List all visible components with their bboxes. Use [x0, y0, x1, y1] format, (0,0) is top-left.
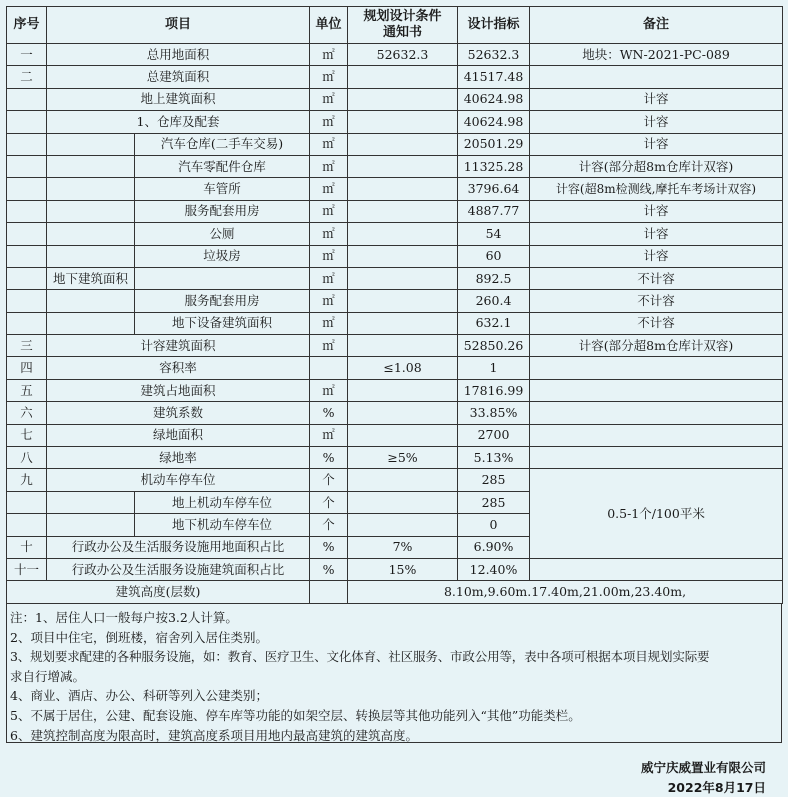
header-no: 序号 [7, 7, 47, 44]
row-unit: ㎡ [310, 111, 348, 133]
row-unit: % [310, 447, 348, 469]
row-no: 九 [7, 469, 47, 491]
header-unit: 单位 [310, 7, 348, 44]
row-plan [348, 223, 458, 245]
row-no [7, 290, 47, 312]
row-item: 总建筑面积 [47, 66, 310, 88]
table-row [7, 178, 783, 200]
row-unit [310, 581, 348, 603]
row-remark: 计容(部分超8m仓库计双容) [530, 155, 783, 177]
row-design: 0 [458, 514, 530, 536]
row-item: 计容建筑面积 [47, 335, 310, 357]
header-design: 设计指标 [458, 7, 530, 44]
row-design: 632.1 [458, 312, 530, 334]
table-row [7, 447, 783, 469]
row-unit: ㎡ [310, 178, 348, 200]
row-item: 服务配套用房 [135, 290, 310, 312]
row-plan [348, 88, 458, 110]
row-remark: 计容(超8m检测线,摩托车考场计双容) [530, 178, 783, 200]
row-unit: ㎡ [310, 133, 348, 155]
row-item: 汽车仓库(二手车交易) [135, 133, 310, 155]
row-remark [530, 66, 783, 88]
row-unit: ㎡ [310, 267, 348, 289]
table-row [7, 133, 783, 155]
row-plan [348, 200, 458, 222]
row-design: 60 [458, 245, 530, 267]
row-item: 地上建筑面积 [47, 88, 310, 110]
row-unit: 个 [310, 514, 348, 536]
row-unit: % [310, 402, 348, 424]
row-item: 建筑高度(层数) [7, 581, 310, 603]
row-remark: 地块：WN-2021-PC-089 [530, 44, 783, 66]
planning-indicator-table [6, 6, 783, 604]
row-item: 机动车停车位 [47, 469, 310, 491]
row-item: 建筑系数 [47, 402, 310, 424]
row-no [7, 111, 47, 133]
row-plan: 15% [348, 558, 458, 580]
parking-remark: 0.5-1个/100平米 [530, 469, 783, 559]
row-design: 11325.28 [458, 155, 530, 177]
row-unit: ㎡ [310, 88, 348, 110]
notes-section [6, 604, 782, 743]
row-plan [348, 267, 458, 289]
row-indent [47, 290, 135, 312]
row-no: 四 [7, 357, 47, 379]
row-no [7, 514, 47, 536]
row-no: 十一 [7, 558, 47, 580]
row-unit: ㎡ [310, 223, 348, 245]
note-line: 5、不属于居住，公建、配套设施、停车库等功能的如架空层、转换层等其他功能列入“其他”功能类栏。 [10, 707, 581, 723]
row-design: 41517.48 [458, 66, 530, 88]
row-design: 52850.26 [458, 335, 530, 357]
table-row [7, 312, 783, 334]
row-unit: ㎡ [310, 155, 348, 177]
row-design: 6.90% [458, 536, 530, 558]
row-indent [47, 514, 135, 536]
row-indent [47, 178, 135, 200]
table-row [7, 558, 783, 580]
row-remark: 计容 [530, 88, 783, 110]
row-remark: 不计容 [530, 312, 783, 334]
row-no: 八 [7, 447, 47, 469]
row-item: 行政办公及生活服务设施建筑面积占比 [47, 558, 310, 580]
row-no [7, 133, 47, 155]
row-indent [47, 312, 135, 334]
row-indent [47, 491, 135, 513]
table-row [7, 469, 783, 491]
row-no: 三 [7, 335, 47, 357]
note-line: 3、规划要求配建的各种服务设施，如：教育、医疗卫生、文化体育、社区服务、市政公用等，表中各项可根据本项目规划实际要 [10, 649, 710, 665]
row-remark: 计容 [530, 245, 783, 267]
row-plan: ≥5% [348, 447, 458, 469]
row-no [7, 245, 47, 267]
note-line: 2、项目中住宅，倒班楼，宿舍列入居住类别。 [10, 629, 268, 645]
table-row [7, 290, 783, 312]
row-no: 六 [7, 402, 47, 424]
row-design: 892.5 [458, 267, 530, 289]
row-no [7, 178, 47, 200]
row-design: 40624.98 [458, 111, 530, 133]
note-line: 求自行增减。 [10, 668, 86, 684]
table-row [7, 379, 783, 401]
table-row [7, 335, 783, 357]
table-row [7, 402, 783, 424]
row-unit: ㎡ [310, 66, 348, 88]
header-item: 项目 [47, 7, 310, 44]
table-row [7, 357, 783, 379]
row-item: 地下设备建筑面积 [135, 312, 310, 334]
row-unit: ㎡ [310, 44, 348, 66]
header-remark: 备注 [530, 7, 783, 44]
table-row [7, 267, 783, 289]
row-remark [530, 424, 783, 446]
row-indent [47, 133, 135, 155]
row-item: 服务配套用房 [135, 200, 310, 222]
row-unit: ㎡ [310, 424, 348, 446]
row-unit: ㎡ [310, 335, 348, 357]
row-unit [310, 357, 348, 379]
row-plan [348, 424, 458, 446]
row-item: 车管所 [135, 178, 310, 200]
row-design: 260.4 [458, 290, 530, 312]
row-design: 285 [458, 469, 530, 491]
table-row [7, 111, 783, 133]
row-plan [348, 111, 458, 133]
row-item: 地下机动车停车位 [135, 514, 310, 536]
row-plan [348, 469, 458, 491]
row-remark: 计容 [530, 223, 783, 245]
row-plan [348, 178, 458, 200]
row-plan [348, 155, 458, 177]
table-row [7, 581, 783, 603]
row-plan [348, 66, 458, 88]
row-plan [348, 245, 458, 267]
row-unit: % [310, 536, 348, 558]
note-line: 4、商业、酒店、办公、科研等列入公建类别； [10, 688, 268, 704]
row-no: 二 [7, 66, 47, 88]
row-design: 3796.64 [458, 178, 530, 200]
header-row [7, 7, 783, 44]
row-design: 285 [458, 491, 530, 513]
company-signature: 威宁庆威置业有限公司 [640, 760, 766, 775]
row-unit: ㎡ [310, 379, 348, 401]
row-no [7, 223, 47, 245]
row-indent [47, 245, 135, 267]
row-design: 20501.29 [458, 133, 530, 155]
row-item: 行政办公及生活服务设施用地面积占比 [47, 536, 310, 558]
row-no [7, 155, 47, 177]
row-unit: % [310, 558, 348, 580]
row-no [7, 312, 47, 334]
row-remark [530, 402, 783, 424]
row-item: 地下建筑面积 [47, 267, 135, 289]
row-plan [348, 290, 458, 312]
row-plan [348, 379, 458, 401]
row-no: 十 [7, 536, 47, 558]
table-row [7, 66, 783, 88]
row-no [7, 200, 47, 222]
row-item: 公厕 [135, 223, 310, 245]
row-plan [348, 133, 458, 155]
row-sub-empty [135, 267, 310, 289]
row-item: 1、仓库及配套 [47, 111, 310, 133]
row-design: 4887.77 [458, 200, 530, 222]
row-design: 17816.99 [458, 379, 530, 401]
row-item: 建筑占地面积 [47, 379, 310, 401]
row-unit: ㎡ [310, 290, 348, 312]
table-row [7, 245, 783, 267]
row-item: 绿地面积 [47, 424, 310, 446]
row-plan [348, 514, 458, 536]
table-row [7, 424, 783, 446]
row-remark: 计容 [530, 111, 783, 133]
row-design: 5.13% [458, 447, 530, 469]
row-design: 40624.98 [458, 88, 530, 110]
row-design: 8.10m,9.60m.17.40m,21.00m,23.40m, [348, 581, 783, 603]
row-remark: 计容(部分超8m仓库计双容) [530, 335, 783, 357]
table-row [7, 223, 783, 245]
row-indent [47, 223, 135, 245]
header-planning: 规划设计条件通知书 [348, 7, 458, 44]
row-item: 地上机动车停车位 [135, 491, 310, 513]
row-remark [530, 447, 783, 469]
row-unit: ㎡ [310, 200, 348, 222]
table-row [7, 155, 783, 177]
row-plan [348, 491, 458, 513]
row-remark [530, 357, 783, 379]
row-no [7, 491, 47, 513]
row-indent [47, 155, 135, 177]
row-remark: 不计容 [530, 290, 783, 312]
row-remark: 计容 [530, 133, 783, 155]
row-no [7, 267, 47, 289]
row-no [7, 88, 47, 110]
row-plan: 52632.3 [348, 44, 458, 66]
row-design: 54 [458, 223, 530, 245]
row-no: 七 [7, 424, 47, 446]
row-plan: ≤1.08 [348, 357, 458, 379]
row-design: 52632.3 [458, 44, 530, 66]
row-plan: 7% [348, 536, 458, 558]
row-design: 1 [458, 357, 530, 379]
table-row [7, 88, 783, 110]
row-design: 12.40% [458, 558, 530, 580]
row-unit: 个 [310, 469, 348, 491]
row-no: 一 [7, 44, 47, 66]
row-item: 总用地面积 [47, 44, 310, 66]
row-remark: 计容 [530, 200, 783, 222]
note-line: 注：1、居住人口一般每户按3.2人计算。 [10, 610, 238, 625]
row-plan [348, 335, 458, 357]
row-remark [530, 558, 783, 580]
table-row [7, 44, 783, 66]
row-indent [47, 200, 135, 222]
table-row [7, 200, 783, 222]
row-item: 汽车零配件仓库 [135, 155, 310, 177]
row-item: 绿地率 [47, 447, 310, 469]
row-item: 容积率 [47, 357, 310, 379]
row-plan [348, 312, 458, 334]
row-no: 五 [7, 379, 47, 401]
note-line: 6、建筑控制高度为限高时，建筑高度系项目用地内最高建筑的建筑高度。 [10, 727, 418, 743]
row-remark: 不计容 [530, 267, 783, 289]
row-remark [530, 379, 783, 401]
row-design: 33.85% [458, 402, 530, 424]
row-item: 垃圾房 [135, 245, 310, 267]
signature-date: 2022年8月17日 [667, 780, 766, 795]
row-design: 2700 [458, 424, 530, 446]
row-unit: ㎡ [310, 312, 348, 334]
row-plan [348, 402, 458, 424]
row-unit: 个 [310, 491, 348, 513]
row-unit: ㎡ [310, 245, 348, 267]
